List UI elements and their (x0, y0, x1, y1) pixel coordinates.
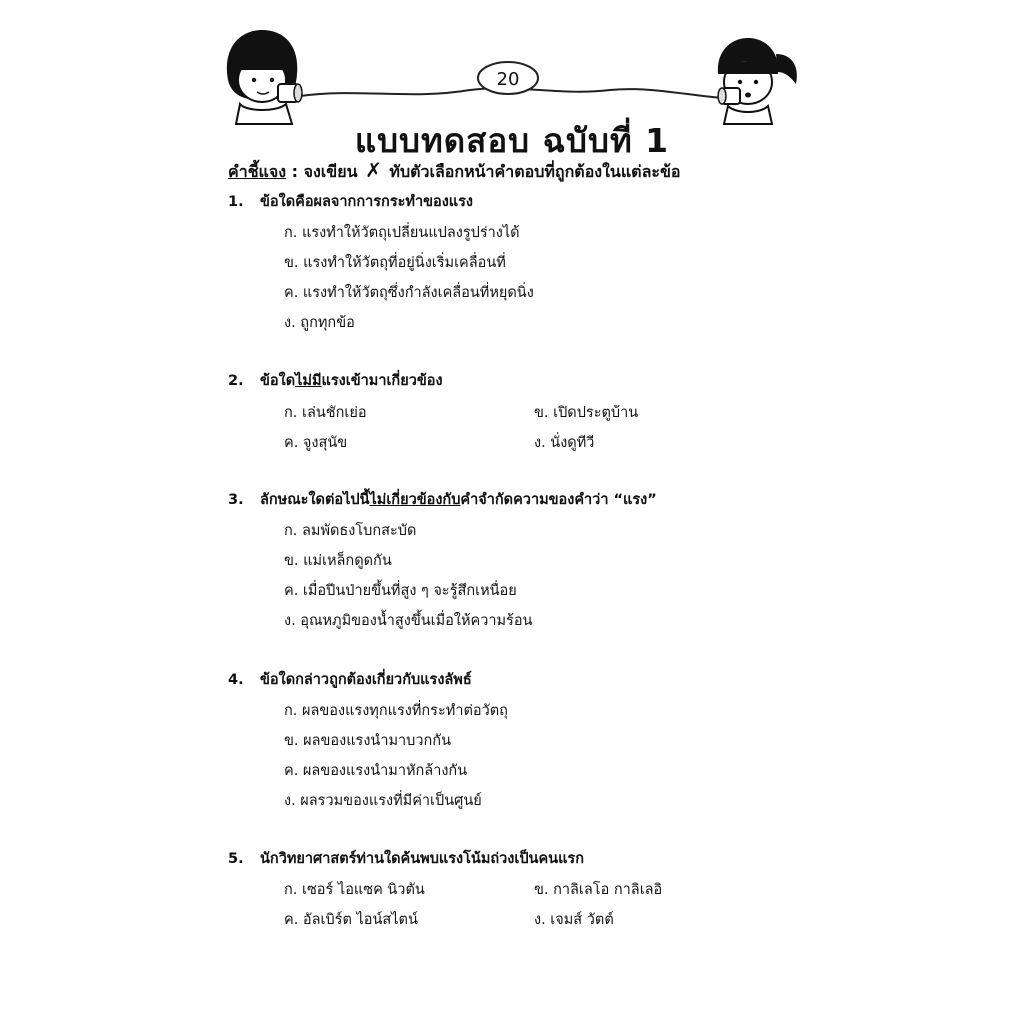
question-2-text-b: แรงเข้ามาเกี่ยวข้อง (321, 373, 443, 389)
q3-option-a[interactable]: ก. ลมพัดธงโบกสะบัด (284, 523, 417, 539)
question-1-header (228, 191, 928, 213)
q4-option-d[interactable]: ง. ผลรวมของแรงที่มีค่าเป็นศูนย์ (284, 793, 482, 809)
question-2-emphasis: ไม่มี (295, 373, 322, 389)
question-2-text-a: ข้อใด (260, 373, 296, 389)
question-1-text: ข้อใดคือผลจากการกระทำของแรง (260, 194, 474, 210)
question-2 (228, 370, 928, 451)
instructions (228, 158, 681, 185)
question-3-text-a: ลักษณะใดต่อไปนี้ (260, 492, 370, 508)
q4-option-b[interactable]: ข. ผลของแรงนำมาบวกกัน (284, 733, 451, 749)
question-2-number: 2. (228, 373, 244, 389)
question-4-header (228, 669, 928, 691)
question-5 (228, 848, 928, 928)
q1-option-d[interactable]: ง. ถูกทุกข้อ (284, 315, 355, 331)
instructions-label: คำชี้แจง (228, 162, 287, 181)
question-3 (228, 489, 928, 629)
right-girl-illustration (718, 38, 797, 124)
q2-option-b[interactable]: ข. เปิดประตูบ้าน (534, 405, 639, 421)
q4-option-c[interactable]: ค. ผลของแรงนำมาหักล้างกัน (284, 763, 468, 779)
page-number: 20 (496, 69, 520, 90)
question-5-text: นักวิทยาศาสตร์ท่านใดค้นพบแรงโน้มถ่วงเป็นคนแรก (260, 851, 584, 867)
q3-option-d[interactable]: ง. อุณหภูมิของน้ำสูงขึ้นเมื่อให้ความร้อน (284, 613, 533, 629)
question-5-number: 5. (228, 851, 244, 867)
question-4-text: ข้อใดกล่าวถูกต้องเกี่ยวกับแรงลัพธ์ (260, 672, 472, 688)
q5-option-d[interactable]: ง. เจมส์ วัตต์ (534, 912, 614, 928)
question-1-number: 1. (228, 194, 244, 210)
instructions-text-after: ทับตัวเลือกหน้าคำตอบที่ถูกต้องในแต่ละข้อ (383, 162, 681, 181)
question-3-header (228, 489, 928, 511)
question-4-number: 4. (228, 672, 244, 688)
q5-option-b[interactable]: ข. กาลิเลโอ กาลิเลอิ (534, 882, 663, 898)
question-3-number: 3. (228, 492, 244, 508)
instructions-separator: : (286, 162, 304, 181)
question-1 (228, 191, 928, 331)
q2-option-a[interactable]: ก. เล่นชักเย่อ (284, 405, 367, 421)
q2-option-c[interactable]: ค. จูงสุนัข (284, 435, 348, 451)
q3-option-b[interactable]: ข. แม่เหล็กดูดกัน (284, 553, 392, 569)
q4-option-a[interactable]: ก. ผลของแรงทุกแรงที่กระทำต่อวัตถุ (284, 703, 508, 719)
x-mark-icon: ✗ (365, 158, 382, 182)
q2-option-d[interactable]: ง. นั่งดูทีวี (534, 435, 595, 451)
q1-option-c[interactable]: ค. แรงทำให้วัตถุซึ่งกำลังเคลื่อนที่หยุดนิ่ง (284, 285, 534, 301)
header-illustration (0, 0, 1024, 130)
q5-option-c[interactable]: ค. อัลเบิร์ต ไอน์สไตน์ (284, 912, 418, 928)
question-5-header (228, 848, 928, 870)
question-4 (228, 669, 928, 809)
q1-option-b[interactable]: ข. แรงทำให้วัตถุที่อยู่นิ่งเริ่มเคลื่อนที่ (284, 255, 506, 271)
question-2-header (228, 370, 928, 392)
question-3-text-b: คำจำกัดความของคำว่า “แรง” (460, 492, 657, 508)
q1-option-a[interactable]: ก. แรงทำให้วัตถุเปลี่ยนแปลงรูปร่างได้ (284, 225, 520, 241)
left-girl-illustration (227, 30, 302, 124)
question-3-emphasis: ไม่เกี่ยวข้องกับ (369, 492, 461, 508)
q5-option-a[interactable]: ก. เซอร์ ไอแซค นิวตัน (284, 882, 425, 898)
page-title: แบบทดสอบ ฉบับที่ 1 (354, 121, 670, 160)
instructions-text-before: จงเขียน (303, 162, 364, 181)
q3-option-c[interactable]: ค. เมื่อปีนป่ายขึ้นที่สูง ๆ จะรู้สึกเหนื่อย (284, 583, 517, 599)
